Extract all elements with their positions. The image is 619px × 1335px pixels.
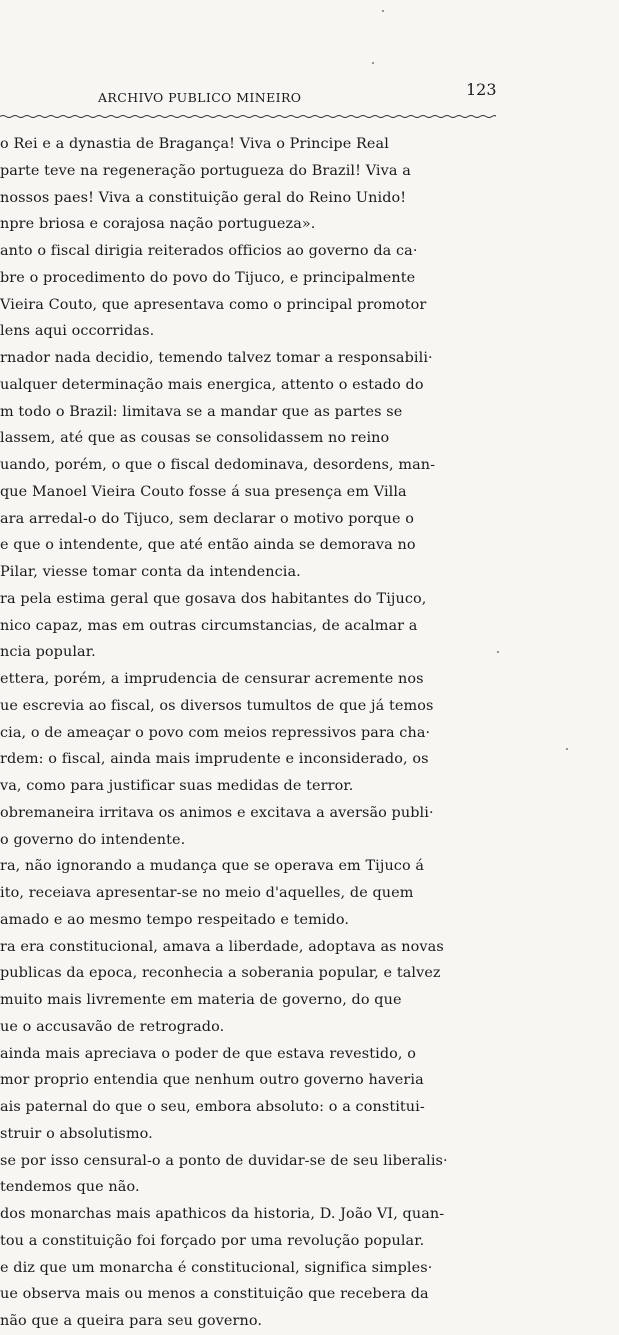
text-line: va, como para justificar suas medidas de terror. <box>0 778 354 794</box>
text-line: ais paternal do que o seu, embora absoluto: o a constitui- <box>0 1099 425 1115</box>
text-line: nico capaz, mas em outras circumstancias, de acalmar a <box>0 617 418 634</box>
text-line: tendemos que não. <box>0 1179 140 1196</box>
text-line: ue escrevia ao fiscal, os diversos tumultos de que já temos <box>0 697 434 714</box>
text-line: não que a queira para seu governo. <box>0 1313 263 1329</box>
text-line: ettera, porém, a imprudencia de censurar acremente nos <box>0 671 424 687</box>
text-line: que Manoel Vieira Couto fosse á sua presença em Villa <box>0 483 407 500</box>
text-line: obremaneira irritava os animos e excitava a aversão publi· <box>0 804 434 821</box>
text-line: se por isso censural-o a ponto de duvidar-se de seu liberalis· <box>0 1152 448 1169</box>
text-line: publicas da epoca, reconhecia a soberania popular, e talvez <box>0 965 441 982</box>
paper-speck <box>372 62 374 64</box>
text-line: ra, não ignorando a mudança que se operava em Tijuco á <box>0 858 425 875</box>
text-line: m todo o Brazil: limitava se a mandar que as partes se <box>0 403 403 420</box>
text-line: struir o absolutismo. <box>0 1125 153 1142</box>
text-line: Pilar, viesse tomar conta da intendencia. <box>0 564 301 580</box>
text-line: mor proprio entendia que nenhum outro governo haveria <box>0 1072 424 1089</box>
text-line: tou a constituição foi forçado por uma revolução popular. <box>0 1232 425 1249</box>
text-line: ainda mais apreciava o poder de que estava revestido, o <box>0 1045 417 1062</box>
body-text <box>0 131 510 1335</box>
header-wavy-rule <box>0 114 496 119</box>
text-line: ualquer determinação mais energica, attento o estado do <box>0 376 424 393</box>
text-line: muito mais livremente em materia de governo, do que <box>0 992 402 1008</box>
text-line: ue o accusavão de retrogrado. <box>0 1018 225 1035</box>
text-line: bre o procedimento do povo do Tijuco, e principalmente <box>0 269 416 286</box>
text-line: rdem: o fiscal, ainda mais imprudente e inconsiderado, os <box>0 751 429 768</box>
text-line: Vieira Couto, que apresentava como o principal promotor <box>0 296 427 313</box>
text-line: o governo do intendente. <box>0 831 186 848</box>
text-line: uando, porém, o que o fiscal dedominava, desordens, man- <box>0 457 436 473</box>
text-line: e que o intendente, que até então ainda se demorava no <box>0 537 416 554</box>
paper-speck <box>382 10 384 12</box>
text-line: amado e ao mesmo tempo respeitado e temido. <box>0 911 350 928</box>
text-line: ue observa mais ou menos a constituição que recebera da <box>0 1286 429 1303</box>
text-line: cia, o de ameaçar o povo com meios repressivos para cha· <box>0 724 431 741</box>
text-line: lassem, até que as cousas se consolidassem no reino <box>0 430 390 447</box>
text-line: nossos paes! Viva a constituição geral do Reino Unido! <box>0 189 407 206</box>
text-line: parte teve na regeneração portugueza do Brazil! Viva a <box>0 162 411 179</box>
text-line: anto o fiscal dirigia reiterados officios ao governo da ca· <box>0 243 418 259</box>
running-title: ARCHIVO PUBLICO MINEIRO <box>98 90 302 105</box>
text-line: ito, receiava apresentar-se no meio d'aquelles, de quem <box>0 885 414 901</box>
text-line: ara arredal-o do Tijuco, sem declarar o motivo porque o <box>0 510 415 527</box>
paper-speck <box>566 748 568 750</box>
text-line: rnador nada decidio, temendo talvez tomar a responsabili· <box>0 350 433 366</box>
paper-speck <box>497 651 499 653</box>
text-line: lens aqui occorridas. <box>0 323 155 340</box>
text-line: ra era constitucional, amava a liberdade, adoptava as novas <box>0 938 444 955</box>
text-line: dos monarchas mais apathicos da historia, D. João VI, quan- <box>0 1206 445 1222</box>
text-line: e diz que um monarcha é constitucional, significa simples· <box>0 1259 433 1276</box>
text-line: npre briosa e corajosa nação portugueza». <box>0 216 316 233</box>
page-header <box>0 78 619 108</box>
text-line: ncia popular. <box>0 644 96 661</box>
text-line: o Rei e a dynastia de Bragança! Viva o Principe Real <box>0 136 389 152</box>
text-line: ra pela estima geral que gosava dos habitantes do Tijuco, <box>0 590 427 607</box>
page-number: 123 <box>466 80 497 99</box>
